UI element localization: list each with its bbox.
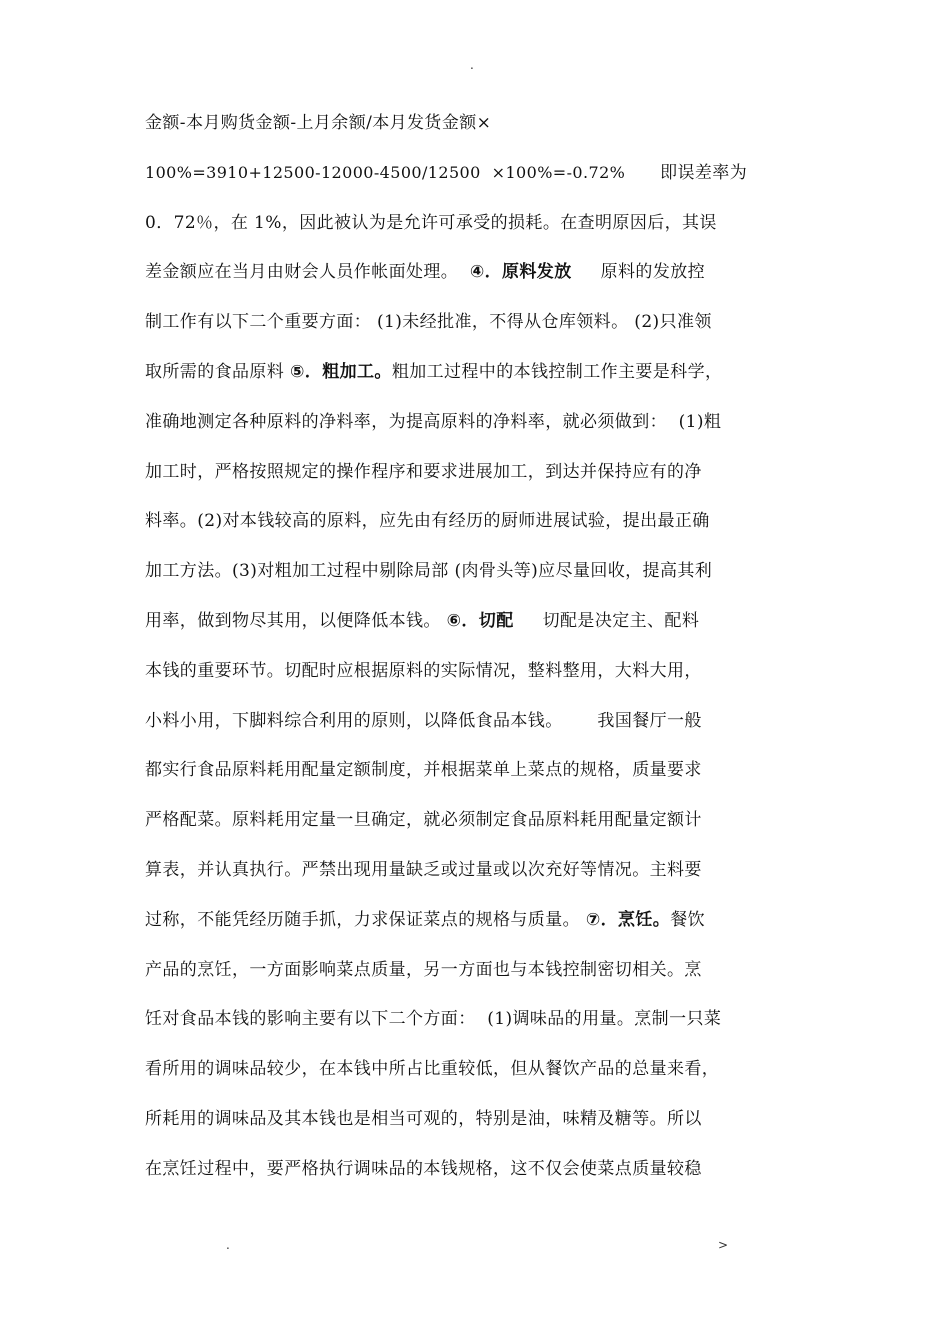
text-run: 小料小用，下脚料综合利用的原则，以降低食品本钱。 我国餐厅一般 <box>145 710 702 731</box>
text-run: 餐饮 <box>670 909 706 930</box>
text-run: 产品的烹饪，一方面影响菜点质量，另一方面也与本钱控制密切相关。烹 <box>145 959 702 980</box>
text-run: 切配是决定主、配料 <box>513 611 700 631</box>
text-line <box>145 1054 805 1084</box>
text-run: 严格配菜。原料耗用定量一旦确定，就必须制定食品原料耗用配量定额计 <box>145 810 702 831</box>
text-line <box>145 208 805 238</box>
text-line <box>145 805 805 835</box>
text-line <box>145 307 805 337</box>
text-run: 原料的发放控 <box>571 262 706 283</box>
text-line <box>145 656 805 686</box>
text-line <box>145 357 805 387</box>
text-run: 看所用的调味品较少，在本钱中所占比重较低，但从餐饮产品的总量来看， <box>145 1059 720 1080</box>
text-line <box>145 606 805 636</box>
text-run: 用率，做到物尽其用，以便降低本钱。 <box>145 611 447 631</box>
page-marker-bottom-right: > <box>718 1238 729 1252</box>
text-run: 粗加工过程中的本钱控制工作主要是科学， <box>391 362 723 382</box>
section-heading: ⑤．粗加工。 <box>290 362 392 382</box>
text-line <box>145 1154 805 1184</box>
text-run: 算表，并认真执行。严禁出现用量缺乏或过量或以次充好等情况。主料要 <box>145 860 702 880</box>
text-line <box>145 506 805 536</box>
text-run: 本钱的重要环节。切配时应根据原料的实际情况，整料整用，大料大用， <box>145 660 702 681</box>
text-line <box>145 158 805 188</box>
section-heading: ④．原料发放 <box>469 262 572 283</box>
text-line <box>145 955 805 985</box>
text-run: 制工作有以下二个重要方面： (1)未经批准，不得从仓库领料。 (2)只准领 <box>145 312 712 333</box>
text-line <box>145 1004 805 1034</box>
text-line <box>145 108 805 138</box>
text-line <box>145 556 805 586</box>
text-line <box>145 755 805 785</box>
text-line <box>145 855 805 885</box>
formula-text: 100%=3910+12500-12000-4500/12500 ×100%=-0.72% <box>145 162 626 182</box>
text-run: 在烹饪过程中，要严格执行调味品的本钱规格，这不仅会使菜点质量较稳 <box>145 1158 702 1179</box>
page-marker-bottom-left: . <box>226 1238 230 1252</box>
page-marker-top: . <box>470 58 474 72</box>
text-run: 取所需的食品原料 <box>145 362 291 382</box>
text-run: 即误差率为 <box>625 162 748 183</box>
text-run: 都实行食品原料耗用配量定额制度，并根据菜单上菜点的规格，质量要求 <box>145 760 702 781</box>
text-run: 金额-本月购货金额-上月余额/本月发货金额× <box>145 113 492 133</box>
text-run: 加工时，严格按照规定的操作程序和要求进展加工，到达并保持应有的净 <box>145 461 702 482</box>
text-run: 差金额应在当月由财会人员作帐面处理。 <box>145 262 470 283</box>
text-line <box>145 407 805 437</box>
text-run: 料率。(2)对本钱较高的原料，应先由有经历的厨师进展试验，提出最正确 <box>145 511 710 532</box>
section-heading: ⑦．烹饪。 <box>585 909 671 930</box>
text-line <box>145 1104 805 1134</box>
text-line <box>145 457 805 487</box>
text-line <box>145 706 805 736</box>
text-run: 准确地测定各种原料的净料率，为提高原料的净料率，就必须做到： (1)粗 <box>145 411 722 432</box>
text-run: 所耗用的调味品及其本钱也是相当可观的，特别是油，味精及糖等。所以 <box>145 1109 702 1129</box>
text-run: 过称，不能凭经历随手抓，力求保证菜点的规格与质量。 <box>145 909 586 930</box>
text-run: 0．72％，在 1%，因此被认为是允许可承受的损耗。在查明原因后，其误 <box>145 212 717 233</box>
text-line <box>145 905 805 935</box>
text-line <box>145 257 805 287</box>
text-run: 加工方法。(3)对粗加工过程中剔除局部 (肉骨头等)应尽量回收，提高其利 <box>145 561 713 582</box>
text-run: 饪对食品本钱的影响主要有以下二个方面： (1)调味品的用量。烹制一只菜 <box>145 1009 722 1030</box>
section-heading: ⑥．切配 <box>446 611 514 631</box>
